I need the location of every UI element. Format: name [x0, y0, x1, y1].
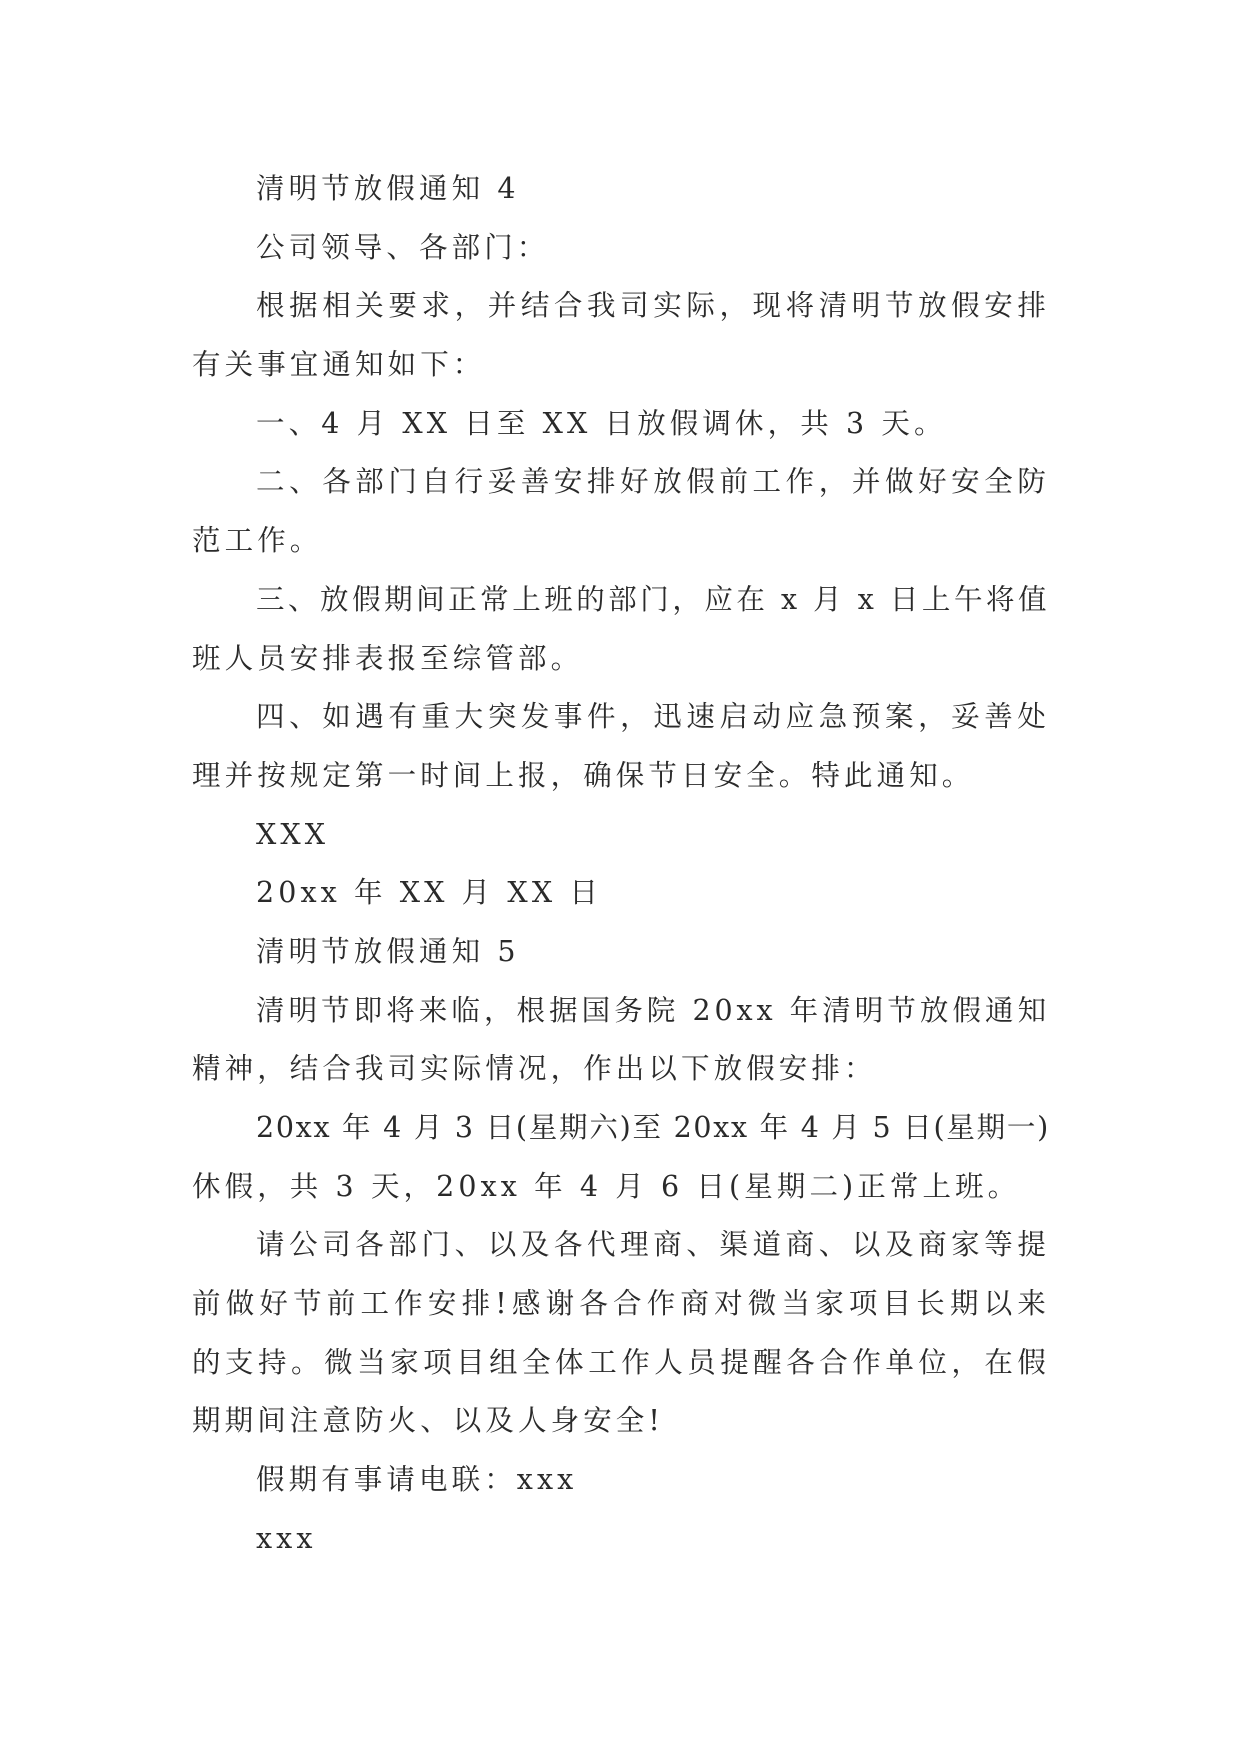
paragraph-line: 根据相关要求，并结合我司实际，现将清明节放假安排 [256, 289, 1050, 323]
list-item-4: 四、如遇有重大突发事件，迅速启动应急预案，妥善处 [256, 700, 1050, 734]
signature-name: xxx [256, 1521, 317, 1555]
paragraph-line: 前做好节前工作安排!感谢各合作商对微当家项目长期以来 [192, 1287, 1050, 1321]
paragraph-line: 请公司各部门、以及各代理商、渠道商、以及商家等提 [256, 1228, 1050, 1262]
paragraph-line: 的支持。微当家项目组全体工作人员提醒各合作单位，在假 [192, 1345, 1050, 1379]
paragraph-line: 有关事宜通知如下： [192, 348, 486, 382]
notice-title-4: 清明节放假通知 4 [256, 172, 520, 205]
list-item-4-continuation: 理并按规定第一时间上报，确保节日安全。特此通知。 [192, 758, 975, 792]
signature-name: XXX [256, 817, 330, 851]
list-item-3-continuation: 班人员安排表报至综管部。 [192, 641, 584, 675]
contact-line: 假期有事请电联：xxx [256, 1463, 578, 1497]
paragraph-line: 清明节即将来临，根据国务院 20xx 年清明节放假通知 [256, 993, 1050, 1027]
document-body [192, 160, 1050, 1569]
signature-date: 20xx 年 XX 月 XX 日 [256, 876, 602, 910]
list-item-3: 三、放假期间正常上班的部门，应在 x 月 x 日上午将值 [256, 582, 1050, 616]
notice-title-5: 清明节放假通知 5 [256, 934, 520, 968]
holiday-dates-continuation: 休假，共 3 天，20xx 年 4 月 6 日(星期二)正常上班。 [192, 1169, 1021, 1203]
holiday-dates-line: 20xx 年 4 月 3 日(星期六)至 20xx 年 4 月 5 日(星期一) [256, 1111, 1050, 1144]
list-item-2: 二、各部门自行妥善安排好放假前工作，并做好安全防 [256, 465, 1050, 499]
salutation: 公司领导、各部门： [256, 230, 550, 264]
paragraph-line: 精神，结合我司实际情况，作出以下放假安排： [192, 1052, 877, 1086]
paragraph-line: 期期间注意防火、以及人身安全! [192, 1404, 664, 1438]
list-item-1: 一、4 月 XX 日至 XX 日放假调休，共 3 天。 [256, 406, 947, 440]
list-item-2-continuation: 范工作。 [192, 524, 323, 558]
